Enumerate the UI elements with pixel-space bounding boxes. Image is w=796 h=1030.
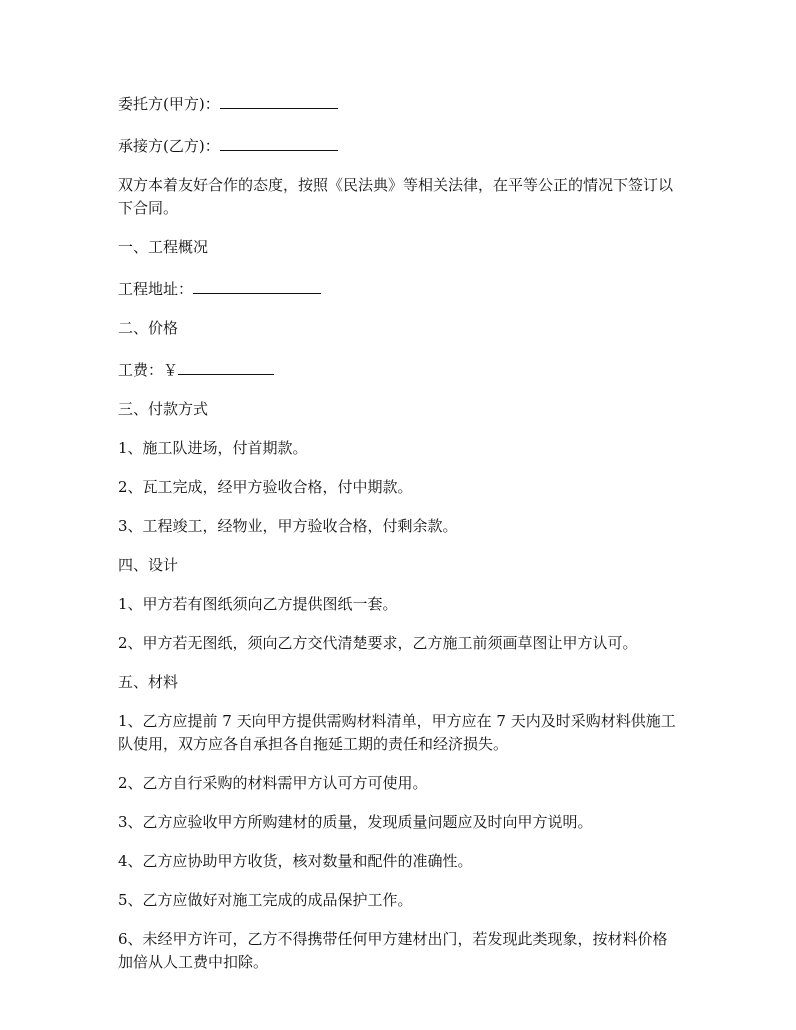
material-item-2: 2、乙方自行采购的材料需甲方认可方可使用。 (118, 774, 428, 792)
material-item-6: 6、未经甲方许可，乙方不得携带任何甲方建材出门，若发现此类现象，按材料价格加倍从人工费中扣除。 (118, 930, 668, 971)
payment-item-1: 1、施工队进场，付首期款。 (118, 439, 308, 457)
site-blank (193, 275, 321, 294)
section-title-design: 四、设计 (118, 556, 179, 574)
contract-body (118, 90, 678, 990)
section-title-overview: 一、工程概况 (118, 238, 209, 256)
site-line (118, 275, 678, 301)
client-label: 委托方(甲方)： (118, 95, 220, 113)
material-item-5: 5、乙方应做好对施工完成的成品保护工作。 (118, 891, 413, 909)
section-title-material: 五、材料 (118, 673, 179, 691)
intro-paragraph: 双方本着友好合作的态度，按照《民法典》等相关法律，在平等公正的情况下签订以下合同。 (118, 176, 674, 217)
payment-item-2: 2、瓦工完成，经甲方验收合格，付中期款。 (118, 478, 413, 496)
site-label: 工程地址： (118, 280, 194, 298)
fee-label: 工费：￥ (118, 361, 179, 379)
material-item-1: 1、乙方应提前 7 天向甲方提供需购材料清单，甲方应在 7 天内及时采购材料供施工队使用，双方应各自承担各自拖延工期的责任和经济损失。 (118, 712, 676, 753)
contractor-line (118, 132, 678, 158)
contractor-blank (220, 132, 338, 151)
material-item-3: 3、乙方应验收甲方所购建材的质量，发现质量问题应及时向甲方说明。 (118, 813, 593, 831)
contractor-label: 承接方(乙方)： (118, 137, 220, 155)
material-item-4: 4、乙方应协助甲方收货，核对数量和配件的准确性。 (118, 852, 473, 870)
section-title-price: 二、价格 (118, 319, 179, 337)
fee-line (118, 356, 678, 382)
design-item-1: 1、甲方若有图纸须向乙方提供图纸一套。 (118, 595, 398, 613)
section-title-payment: 三、付款方式 (118, 400, 209, 418)
fee-blank (178, 356, 274, 375)
payment-item-3: 3、工程竣工，经物业，甲方验收合格，付剩余款。 (118, 517, 458, 535)
client-line (118, 90, 678, 116)
design-item-2: 2、甲方若无图纸，须向乙方交代清楚要求，乙方施工前须画草图让甲方认可。 (118, 634, 638, 652)
client-blank (220, 90, 338, 109)
